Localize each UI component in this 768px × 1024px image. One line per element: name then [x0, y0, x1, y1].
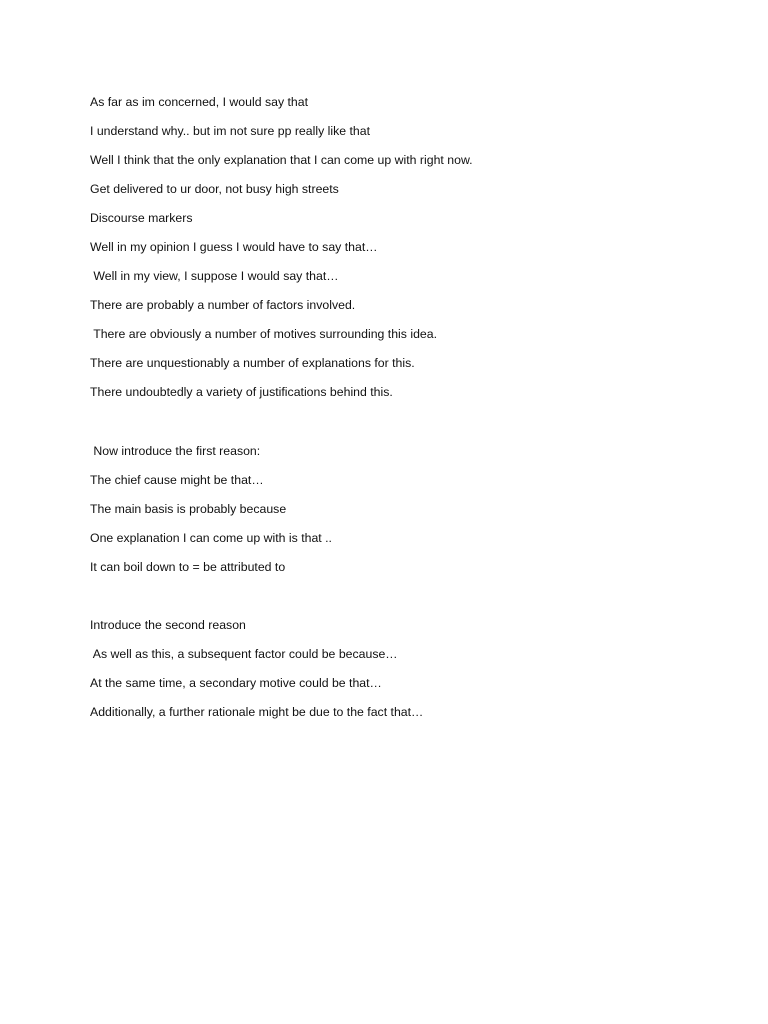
text-line: At the same time, a secondary motive could be that…: [90, 675, 382, 690]
text-line: There undoubtedly a variety of justifications behind this.: [90, 385, 393, 400]
blank-line: [90, 586, 710, 615]
section-heading: Discourse markers: [90, 211, 193, 226]
text-line: Well I think that the only explanation that I can come up with right now.: [90, 153, 473, 168]
text-line: The chief cause might be that…: [90, 472, 264, 487]
document-body: [90, 92, 710, 731]
text-line: Well in my view, I suppose I would say that…: [90, 269, 339, 284]
text-line: Well in my opinion I guess I would have to say that…: [90, 240, 378, 255]
text-line: One explanation I can come up with is that ..: [90, 530, 332, 545]
text-line: As far as im concerned, I would say that: [90, 95, 309, 109]
text-line: I understand why.. but im not sure pp really like that: [90, 124, 371, 139]
section-heading: Introduce the second reason: [90, 617, 246, 632]
text-line: It can boil down to = be attributed to: [90, 559, 286, 574]
section-heading: Now introduce the first reason:: [90, 443, 261, 458]
text-line: There are obviously a number of motives surrounding this idea.: [90, 327, 438, 342]
text-line: There are unquestionably a number of explanations for this.: [90, 356, 415, 371]
text-line: There are probably a number of factors involved.: [90, 298, 356, 313]
blank-line: [90, 412, 710, 441]
text-line: As well as this, a subsequent factor could be because…: [90, 646, 398, 661]
text-line: Get delivered to ur door, not busy high streets: [90, 182, 339, 197]
text-line: The main basis is probably because: [90, 501, 287, 516]
text-line: Additionally, a further rationale might be due to the fact that…: [90, 704, 424, 719]
